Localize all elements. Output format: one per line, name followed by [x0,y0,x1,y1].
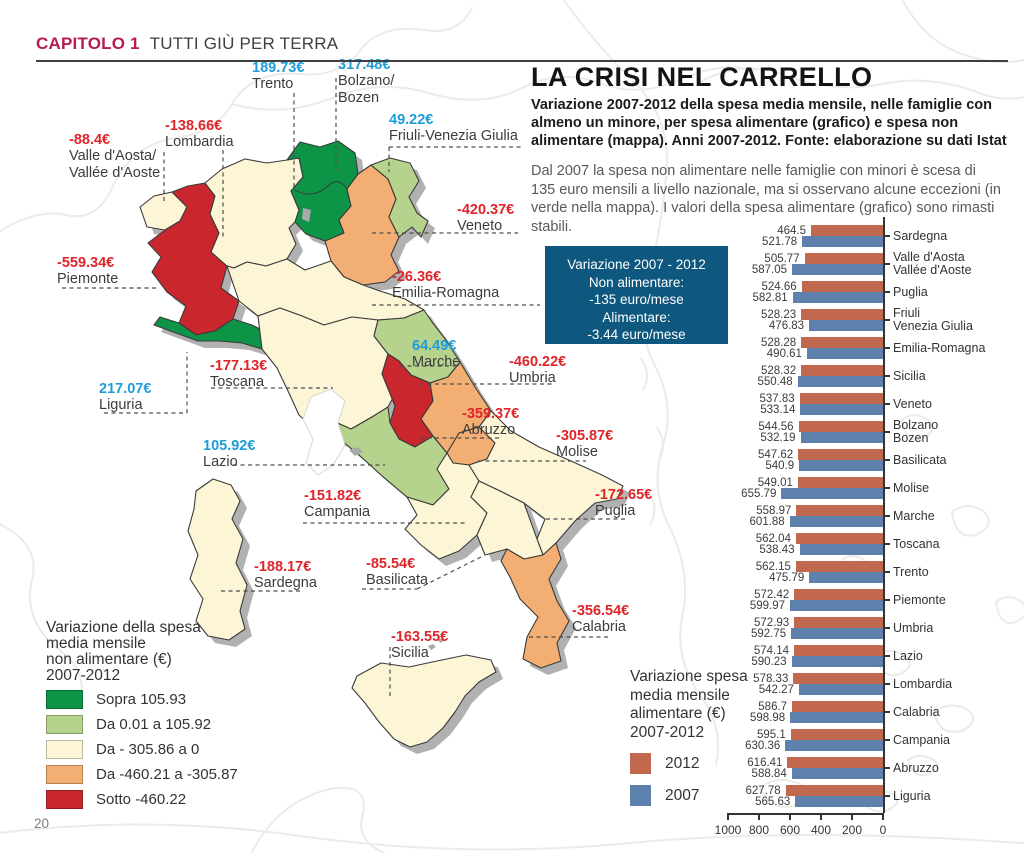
bar-value-2007: 630.36 [745,739,781,752]
chart-legend-item-2012 [630,753,748,774]
bar-2007 [800,404,883,415]
bar-2012 [796,505,883,516]
category-tick [884,599,890,601]
bar-value-2012: 595.1 [756,728,786,741]
bar-value-2012: 578.33 [753,672,789,685]
bar-2012 [786,785,883,796]
bar-value-2007: 532.19 [760,431,796,444]
bar-2007 [781,488,883,499]
x-axis-tick [758,813,760,820]
map-label-valle-daosta [69,133,160,181]
map-label-region-name: Sardegna [254,575,317,591]
category-label [893,734,950,747]
category-label-line: Basilicata [893,452,947,467]
map-label-value: 105.92€ [203,438,256,454]
bar-2012 [805,253,883,264]
bar-2007 [793,292,883,303]
map-label-region-name: Toscana [210,374,265,390]
chart-legend-title-line: Variazione spesa [630,668,748,685]
map-legend-item [46,715,238,734]
category-tick [884,767,890,769]
bar-2007 [799,460,883,471]
bar-2012 [796,561,883,572]
category-tick [884,711,890,713]
category-label-line: Lazio [893,648,923,663]
x-axis-line [727,813,884,815]
category-tick [884,319,890,321]
bar-2012 [792,701,883,712]
category-label-line: Umbria [893,620,934,635]
summary-line: Non alimentare: [588,274,685,290]
bar-2007 [800,544,883,555]
bar-value-2007: 538.43 [759,543,795,556]
chart-legend-title [630,668,748,742]
bar-value-2007: 587.05 [751,263,788,276]
bar-value-2007: 599.97 [749,599,786,612]
legend-color-swatch [46,790,83,809]
category-tick [884,739,890,741]
map-label-value: -88.4€ [69,132,111,148]
bar-value-2007: 521.78 [761,235,798,248]
legend-item-label: Sotto -460.22 [96,791,187,808]
map-label-bolzano [338,58,394,106]
map-label-marche [412,339,460,371]
bar-2012 [787,757,883,768]
bar-value-2012: 544.56 [758,420,794,433]
category-label [893,706,940,719]
map-label-region-name: Calabria [572,619,626,635]
category-label-line: Friuli [893,306,921,320]
chapter-label: CAPITOLO 1 [36,34,140,53]
variation-summary-box [545,246,728,344]
map-label-value: 49.22€ [389,112,434,128]
category-label [893,790,931,803]
bar-2007 [792,264,883,275]
bar-value-2012: 528.32 [760,364,797,377]
bar-2012 [794,589,883,600]
map-legend-title [46,620,238,684]
map-label-basilicata [366,557,428,589]
legend-color-swatch [630,753,651,774]
bar-value-2012: 524.66 [761,280,797,293]
category-label-line: Piemonte [893,592,946,607]
map-label-region-name: Liguria [99,397,143,413]
legend-item-label: Da - 305.86 a 0 [96,741,200,758]
category-label-line: Calabria [893,704,940,719]
map-label-region-name: Bolzano/ [338,73,395,89]
chart-legend-title-line: 2007-2012 [630,723,705,741]
category-label-line: Trento [893,564,929,579]
bar-value-2007: 490.61 [766,347,802,360]
map-label-region-name: Bozen [338,89,380,106]
bar-2012 [802,281,883,292]
bar-value-2012: 549.01 [757,476,793,489]
category-tick [884,459,890,461]
map-label-value: -177.13€ [210,358,268,374]
legend-item-label: Sopra 105.93 [96,691,187,708]
category-tick [884,403,890,405]
map-label-region-name: Umbria [509,370,556,386]
intro-paragraph: Dal 2007 la spesa non alimentare nelle famiglie con minori è scesa di 135 euro mensili a livello nazionale, ma si osservano alcune eccezioni (in verde nella mappa). I valori della spesa alimentare (grafico) sono rimasti stabili. [531,163,1001,235]
category-label-line: Puglia [893,284,928,299]
map-label-value: -172.65€ [595,487,653,503]
category-label [893,370,926,383]
category-label [893,454,947,467]
category-label [893,398,932,411]
bar-2012 [794,645,883,656]
bar-value-2007: 550.48 [757,375,793,388]
map-label-value: -85.54€ [366,556,416,572]
map-legend-item [46,765,238,784]
category-tick [884,515,890,517]
summary-line: Alimentare: [602,309,671,325]
map-label-region-name: Molise [556,444,598,460]
map-label-region-name: Campania [304,504,371,520]
bar-value-2007: 598.98 [749,711,786,724]
bar-value-2007: 601.88 [749,515,785,528]
category-tick [884,263,890,265]
bar-2007 [792,656,883,667]
bar-2007 [807,348,883,359]
category-label-line: Valle d'Aosta [893,250,965,264]
category-label-line: Marche [893,508,935,523]
summary-line: -135 euro/mese [589,292,684,307]
map-label-lazio [203,439,255,471]
bar-2012 [801,337,883,348]
bar-2007 [802,236,883,247]
bar-value-2012: 547.62 [757,448,794,461]
category-tick [884,431,890,433]
legend-color-swatch [630,785,651,806]
summary-line: Variazione 2007 - 2012 [567,257,706,272]
map-legend-title-line: non alimentare (€) [46,651,172,668]
map-legend-title-line: 2007-2012 [46,667,121,684]
map-label-region-name: Lombardia [165,134,234,150]
map-label-value: -163.55€ [391,629,449,645]
bar-2007 [792,768,883,779]
category-tick [884,795,890,797]
bar-value-2007: 542.27 [758,683,794,696]
bar-2012 [794,617,883,628]
category-label [893,566,929,579]
x-axis-tick-label: 1000 [714,823,742,837]
chart-legend-item-2007 [630,785,748,806]
x-axis-tick [789,813,791,820]
category-label-line: Bozen [893,431,929,445]
map-label-veneto [457,203,514,235]
bar-2007 [798,376,883,387]
category-label [893,342,985,355]
category-label-line: Toscana [893,536,940,551]
legend-item-label: Da -460.21 a -305.87 [96,766,238,783]
map-label-value: -359.37€ [462,406,520,422]
map-label-friuli [389,113,518,145]
category-label-line: Lombardia [893,676,953,691]
bar-value-2007: 588.84 [751,767,787,780]
bar-value-2012: 572.93 [754,616,790,629]
category-tick [884,291,890,293]
category-tick [884,347,890,349]
bar-2007 [790,712,883,723]
bar-value-2007: 655.79 [741,487,777,500]
bar-value-2012: 528.28 [760,336,797,349]
map-label-region-name: Puglia [595,503,636,519]
category-tick [884,375,890,377]
map-label-value: -559.34€ [57,255,115,271]
legend-item-label: Da 0.01 a 105.92 [96,716,212,733]
map-label-piemonte [57,256,118,288]
bar-2012 [796,533,883,544]
map-label-abruzzo [462,407,519,439]
category-tick [884,571,890,573]
bar-2007 [809,320,883,331]
legend-color-swatch [46,765,83,784]
map-label-campania [304,489,370,521]
map-label-toscana [210,359,267,391]
map-label-value: -460.22€ [509,354,567,370]
bar-value-2007: 592.75 [750,627,787,640]
category-label-line: Sardegna [893,228,948,243]
bar-2012 [799,421,883,432]
map-legend [46,620,238,809]
x-axis-tick [882,813,884,820]
map-label-sardegna [254,560,317,592]
category-label [893,286,928,299]
category-label-line: Venezia Giulia [893,319,973,333]
map-label-lombardia [165,119,234,151]
map-label-value: 64.49€ [412,338,457,354]
bar-2012 [801,365,883,376]
x-axis-tick [820,813,822,820]
bar-2007 [799,684,883,695]
map-label-emilia-romagna [392,270,499,302]
bar-2007 [809,572,883,583]
series-label: 2007 [665,786,700,804]
category-label [893,307,973,333]
map-label-region-name: Valle d'Aosta/ [69,148,157,164]
x-axis-tick-label: 800 [748,823,770,837]
category-label [893,538,940,551]
x-axis-tick [727,813,729,820]
map-label-region-name: Abruzzo [462,422,516,438]
map-legend-item [46,690,238,709]
map-label-molise [556,429,613,461]
category-label-line: Vallée d'Aoste [893,263,972,277]
bar-2012 [800,393,883,404]
map-label-region-name: Vallée d'Aoste [69,164,161,181]
page-title: LA CRISI NEL CARRELLO [531,62,873,92]
category-label [893,419,938,445]
map-label-region-name: Friuli-Venezia Giulia [389,128,518,144]
bar-2007 [790,600,883,611]
category-label [893,482,929,495]
bar-value-2012: 464.5 [777,224,807,237]
category-label [893,762,939,775]
map-label-liguria [99,382,151,414]
category-label-line: Molise [893,480,930,495]
x-axis-tick-label: 400 [810,823,832,837]
bar-value-2012: 572.42 [754,588,790,601]
map-label-region-name: Emilia-Romagna [392,285,500,301]
bar-value-2012: 616.41 [747,756,783,769]
map-label-region-name: Basilicata [366,572,429,588]
bar-value-2007: 475.79 [769,571,805,584]
bar-2007 [785,740,883,751]
map-label-region-name: Lazio [203,454,238,470]
category-tick [884,627,890,629]
bar-2012 [801,309,883,320]
map-label-value: -356.54€ [572,603,630,619]
map-label-value: 317.48€ [338,57,391,73]
map-label-region-name: Marche [412,354,461,370]
map-legend-title-line: Variazione della spesa [46,619,201,636]
map-legend-title-line: media mensile [46,635,146,652]
chart-legend-items [630,753,748,806]
category-label-line: Campania [893,732,950,747]
x-axis-tick-label: 200 [841,823,863,837]
map-label-region-name: Trento [252,76,294,92]
map-label-calabria [572,604,629,636]
category-tick [884,543,890,545]
map-legend-item [46,790,238,809]
map-label-value: -26.36€ [392,269,442,285]
bar-value-2007: 590.23 [751,655,787,668]
bar-value-2012: 505.77 [764,252,800,265]
bar-value-2012: 537.83 [759,392,795,405]
category-label-line: Veneto [893,396,932,411]
series-label: 2012 [665,754,700,772]
bar-2007 [801,432,883,443]
map-label-value: -138.66€ [165,118,223,134]
map-label-region-name: Veneto [457,218,503,234]
chart-legend [630,668,748,806]
page-number: 20 [34,816,50,831]
bar-2012 [793,673,883,684]
category-label-line: Emilia-Romagna [893,340,986,355]
category-tick [884,683,890,685]
x-axis-tick-label: 600 [779,823,801,837]
chapter-header [36,34,1008,62]
category-tick [884,487,890,489]
legend-color-swatch [46,715,83,734]
bar-2007 [790,516,883,527]
summary-line: -3.44 euro/mese [587,327,686,342]
bar-value-2012: 574.14 [753,644,790,657]
bar-2007 [795,796,883,807]
bar-value-2012: 627.78 [745,784,781,797]
category-tick [884,655,890,657]
map-label-value: -188.17€ [254,559,312,575]
food-spending-bar-chart [700,225,1024,865]
map-label-umbria [509,355,566,387]
map-label-value: -305.87€ [556,428,614,444]
map-label-value: 189.73€ [252,60,305,76]
category-label-line: Abruzzo [893,760,939,775]
category-label [893,678,952,691]
bar-value-2012: 562.04 [755,532,791,545]
bar-value-2012: 528.23 [760,308,797,321]
category-label [893,510,935,523]
chapter-title: TUTTI GIÙ PER TERRA [149,34,339,53]
page-subtitle: Variazione 2007-2012 della spesa media mensile, nelle famiglie con almeno un minore, per spesa alimentare (grafico) e spesa non alimentare (mappa). Anni 2007-2012. Fonte: elaborazione su dati Istat [531,97,1007,149]
category-label-line: Bolzano [893,418,939,432]
intro-block [531,62,1017,236]
map-label-value: -151.82€ [304,488,362,504]
bar-value-2007: 565.63 [755,795,791,808]
map-label-region-name: Piemonte [57,271,119,287]
legend-color-swatch [46,740,83,759]
category-label-line: Liguria [893,788,931,803]
x-axis-tick [851,813,853,820]
map-label-puglia [595,488,652,520]
legend-color-swatch [46,690,83,709]
bar-value-2012: 562.15 [755,560,791,573]
bar-value-2007: 582.81 [752,291,788,304]
category-label [893,251,972,277]
category-label [893,622,933,635]
bar-2012 [798,477,883,488]
map-label-value: 217.07€ [99,381,152,397]
bar-2007 [791,628,883,639]
map-label-trento [252,61,304,93]
map-legend-item [46,740,238,759]
x-axis-tick-label: 0 [879,823,887,837]
category-label [893,650,923,663]
bar-value-2012: 586.7 [758,700,788,713]
category-label-line: Sicilia [893,368,926,383]
chart-legend-title-line: media mensile [630,686,730,704]
bar-value-2012: 558.97 [756,504,792,517]
chart-legend-title-line: alimentare (€) [630,705,726,722]
category-label [893,594,946,607]
map-label-value: -420.37€ [457,202,515,218]
map-label-sicilia [391,630,448,662]
map-label-region-name: Sicilia [391,645,429,661]
bar-value-2007: 476.83 [768,319,805,332]
bar-2012 [791,729,883,740]
bar-value-2007: 540.9 [765,459,795,472]
map-legend-items [46,690,238,809]
bar-2012 [798,449,883,460]
bar-value-2007: 533.14 [760,403,796,416]
y-axis-line [883,217,885,813]
